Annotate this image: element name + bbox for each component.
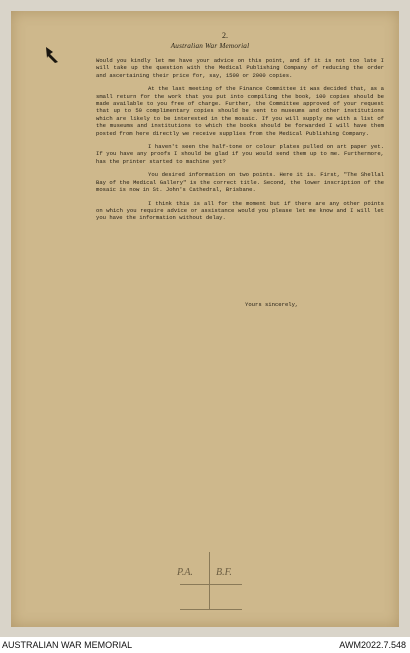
paragraph-4: You desired information on two points. Here it is. First, "The Shellal Bay of the Medical Gallery" is the correct title. Second, the lower inscription of the mosaic is now in St. John's Cathedral, Brisbane. [96,171,384,194]
stamp-upper-rule [180,584,242,585]
paragraph-2: At the last meeting of the Finance Committee it was decided that, as a small return for the work that you put into compiling the book, 100 copies should be made available to you free of charge. Further, the Committee approved of your request that up to 50 complimentary copies should be sent to museums and other institutions which are likely to be interested in the mosaic. If you will supply me with a list of the museums and institutions to which the books should be forwarded I will have them posted from here directly we receive supplies from the Medical Publishing Company. [96,85,384,137]
accession-number: AWM2022.7.548 [339,640,406,650]
institution-caption: AUSTRALIAN WAR MEMORIAL [2,640,133,650]
page-number: 2. [222,31,228,40]
pencil-mark-icon [44,44,60,66]
letterhead: Australian War Memorial [170,42,250,50]
stamp-vertical-rule [209,552,210,610]
closing-salutation: Yours sincerely, [245,301,299,308]
paragraph-5: I think this is all for the moment but if there are any other points on which you require advice or assistance would you please let me know and I will let you have the information without delay. [96,199,384,222]
stamp-left-initials: P.A. [177,567,193,578]
letter-body [96,57,384,228]
file-stamp [160,552,270,614]
stamp-right-initials: B.F. [216,567,232,578]
stamp-lower-rule [180,609,242,610]
paragraph-1: Would you kindly let me have your advice on this point, and if it is not too late I will take up the question with the Medical Publishing Company of reducing the order and ascertaining their price for, say, 1500 or 2000 copies. [96,57,384,79]
paragraph-3: I haven't seen the half-tone or colour plates pulled on art paper yet. If you have any proofs I should be glad if you would send them up to me. Furthermore, has the printer started to machine yet? [96,143,384,165]
